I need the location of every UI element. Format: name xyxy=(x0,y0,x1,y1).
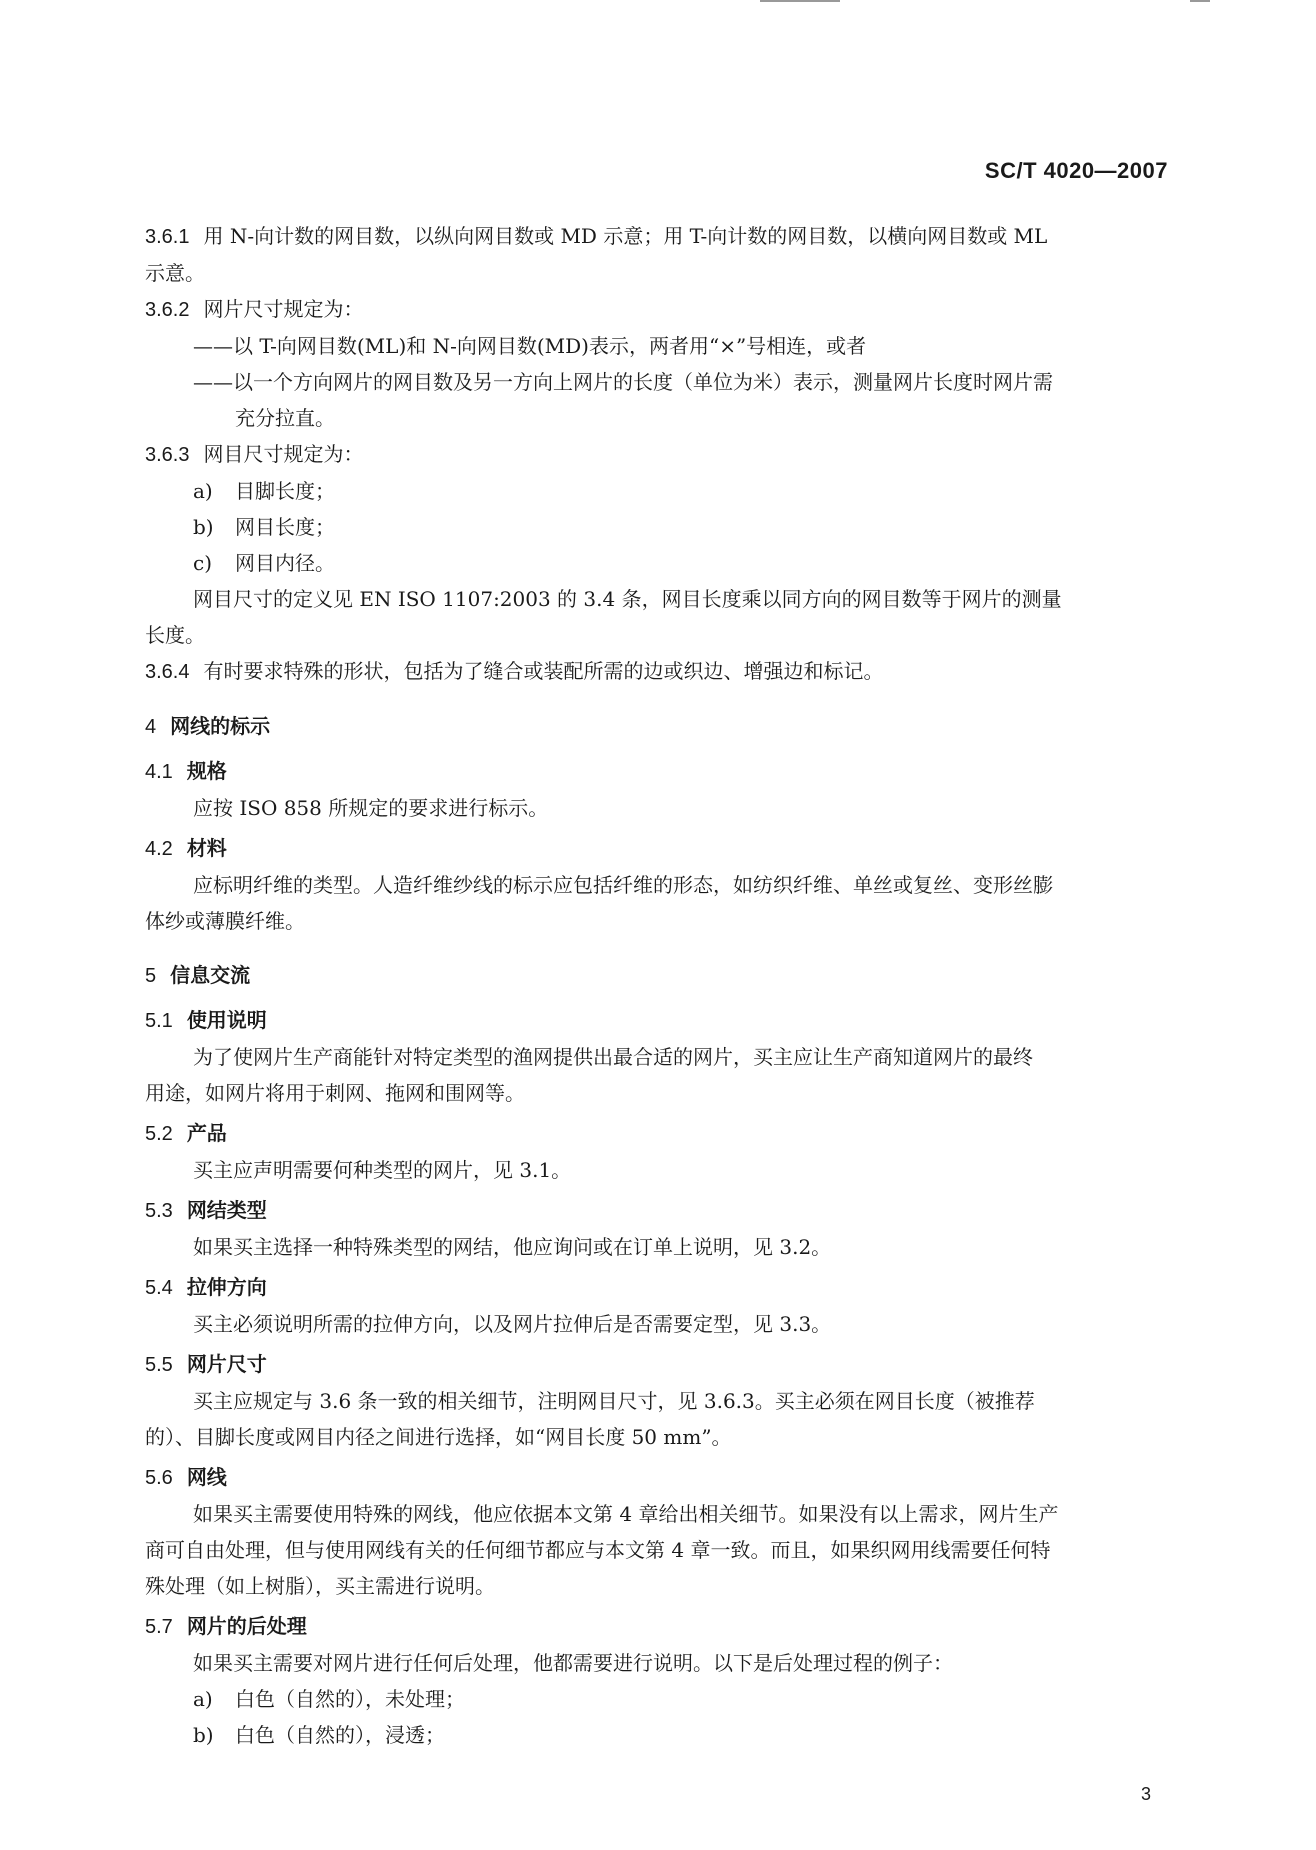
section-heading-5 xyxy=(145,957,1175,994)
paragraph: 如果买主选择一种特殊类型的网结，他应询问或在订单上说明，见 3.2。 xyxy=(193,1235,832,1259)
paragraph: 如果买主需要使用特殊的网线，他应依据本文第 4 章给出相关细节。如果没有以上需求，网片生产 xyxy=(193,1502,1059,1526)
document-code: SC/T 4020—2007 xyxy=(984,158,1168,183)
paragraph-continuation: 体纱或薄膜纤维。 xyxy=(145,909,305,933)
paragraph: 买主应规定与 3.6 条一致的相关细节，注明网目尺寸，见 3.6.3。买主必须在网目长度（被推荐 xyxy=(193,1389,1035,1413)
section-number: 4 xyxy=(145,716,157,738)
subsection-number: 4.2 xyxy=(145,838,173,860)
paragraph: 买主必须说明所需的拉伸方向，以及网片拉伸后是否需要定型，见 3.3。 xyxy=(193,1312,832,1336)
document-body xyxy=(145,218,1175,1753)
clause-number: 3.6.3 xyxy=(145,444,190,466)
list-item xyxy=(145,545,1175,581)
subsection-title: 网线 xyxy=(186,1465,227,1489)
list-item xyxy=(145,509,1175,545)
dash-item: ——以 T-向网目数(ML)和 N-向网目数(MD)表示，两者用“×”号相连，或者 xyxy=(193,334,867,358)
clause-text: 用 N-向计数的网目数，以纵向网目数或 MD 示意；用 T-向计数的网目数，以横向网目数或 ML xyxy=(203,224,1048,248)
clause-title: 网片尺寸规定为： xyxy=(203,297,364,321)
clause-3-6-3 xyxy=(145,436,1175,473)
clause-number: 3.6.2 xyxy=(145,299,190,321)
clause-title: 网目尺寸规定为： xyxy=(203,442,364,466)
list-marker: a) xyxy=(193,479,213,503)
list-marker: c) xyxy=(193,551,213,575)
subsection-title: 材料 xyxy=(186,836,227,860)
subsection-title: 使用说明 xyxy=(186,1008,267,1032)
page-number: 3 xyxy=(1140,1784,1151,1804)
list-text: 白色（自然的），未处理； xyxy=(235,1687,465,1711)
paragraph: 为了使网片生产商能针对特定类型的渔网提供出最合适的网片，买主应让生产商知道网片的最终 xyxy=(193,1045,1033,1069)
list-marker: b) xyxy=(193,1723,214,1747)
subsection-heading-4-2 xyxy=(145,830,1175,867)
paragraph-continuation: 商可自由处理，但与使用网线有关的任何细节都应与本文第 4 章一致。而且，如果织网用线需要任何特 xyxy=(145,1538,1051,1562)
paragraph-continuation: 用途，如网片将用于刺网、拖网和围网等。 xyxy=(145,1081,525,1105)
clause-text: 有时要求特殊的形状，包括为了缝合或装配所需的边或织边、增强边和标记。 xyxy=(203,659,884,683)
subsection-heading-5-3 xyxy=(145,1192,1175,1229)
clause-3-6-2 xyxy=(145,291,1175,328)
list-text: 网目长度； xyxy=(235,515,335,539)
subsection-title: 产品 xyxy=(186,1121,227,1145)
list-marker: b) xyxy=(193,515,214,539)
subsection-number: 5.4 xyxy=(145,1277,173,1299)
subsection-number: 5.3 xyxy=(145,1200,173,1222)
paragraph: 买主应声明需要何种类型的网片，见 3.1。 xyxy=(193,1158,572,1182)
subsection-title: 拉伸方向 xyxy=(186,1275,267,1299)
clause-number: 3.6.1 xyxy=(145,226,190,248)
subsection-heading-5-7 xyxy=(145,1608,1175,1645)
paragraph: 如果买主需要对网片进行任何后处理，他都需要进行说明。以下是后处理过程的例子： xyxy=(193,1651,953,1675)
paragraph: 应标明纤维的类型。人造纤维纱线的标示应包括纤维的形态，如纺织纤维、单丝或复丝、变形丝膨 xyxy=(193,873,1053,897)
section-number: 5 xyxy=(145,965,157,987)
subsection-number: 5.7 xyxy=(145,1616,173,1638)
clause-3-6-4 xyxy=(145,653,1175,690)
paragraph: 网目尺寸的定义见 EN ISO 1107:2003 的 3.4 条，网目长度乘以同方向的网目数等于网片的测量 xyxy=(193,587,1062,611)
section-title: 网线的标示 xyxy=(170,714,271,738)
list-text: 网目内径。 xyxy=(235,551,335,575)
list-item xyxy=(145,1681,1175,1717)
subsection-heading-5-5 xyxy=(145,1346,1175,1383)
subsection-heading-5-2 xyxy=(145,1115,1175,1152)
subsection-title: 网结类型 xyxy=(186,1198,267,1222)
subsection-title: 网片的后处理 xyxy=(186,1614,307,1638)
list-item xyxy=(145,1717,1175,1753)
list-marker: a) xyxy=(193,1687,213,1711)
subsection-title: 网片尺寸 xyxy=(186,1352,267,1376)
subsection-heading-5-4 xyxy=(145,1269,1175,1306)
dash-item-continuation: 充分拉直。 xyxy=(235,406,335,430)
paragraph-continuation: 长度。 xyxy=(145,623,205,647)
subsection-title: 规格 xyxy=(186,759,227,783)
list-text: 目脚长度； xyxy=(235,479,335,503)
paragraph-continuation: 殊处理（如上树脂），买主需进行说明。 xyxy=(145,1574,495,1598)
subsection-number: 5.1 xyxy=(145,1010,173,1032)
clause-3-6-1 xyxy=(145,218,1175,255)
subsection-number: 5.2 xyxy=(145,1123,173,1145)
list-item xyxy=(145,473,1175,509)
clause-continuation: 示意。 xyxy=(145,261,205,285)
section-title: 信息交流 xyxy=(170,963,251,987)
subsection-heading-5-1 xyxy=(145,1002,1175,1039)
section-heading-4 xyxy=(145,708,1175,745)
list-text: 白色（自然的），浸透； xyxy=(235,1723,445,1747)
subsection-number: 5.5 xyxy=(145,1354,173,1376)
subsection-number: 4.1 xyxy=(145,761,173,783)
dash-item: ——以一个方向网片的网目数及另一方向上网片的长度（单位为米）表示，测量网片长度时网片需 xyxy=(193,370,1053,394)
subsection-heading-5-6 xyxy=(145,1459,1175,1496)
top-scan-marks xyxy=(0,0,1316,6)
subsection-number: 5.6 xyxy=(145,1467,173,1489)
paragraph: 应按 ISO 858 所规定的要求进行标示。 xyxy=(193,796,549,820)
paragraph-continuation: 的）、目脚长度或网目内径之间进行选择，如“网目长度 50 mm”。 xyxy=(145,1425,732,1449)
clause-number: 3.6.4 xyxy=(145,661,190,683)
subsection-heading-4-1 xyxy=(145,753,1175,790)
